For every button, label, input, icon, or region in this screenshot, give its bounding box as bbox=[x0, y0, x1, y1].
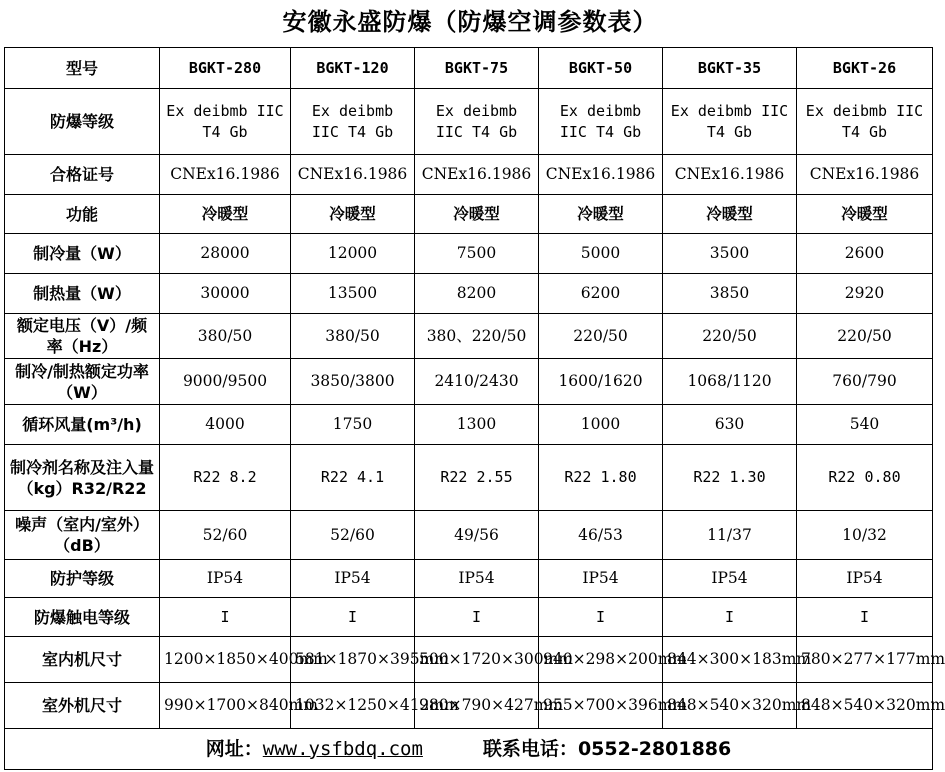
table-cell: R22 8.2 bbox=[160, 445, 291, 511]
table-row-indoor-size bbox=[5, 637, 933, 683]
table-row-airflow bbox=[5, 405, 933, 445]
row-label: 制冷剂名称及注入量（kg）R32/R22 bbox=[5, 445, 160, 511]
row-label: 防爆触电等级 bbox=[5, 598, 160, 637]
column-header-model: BGKT-50 bbox=[539, 48, 663, 89]
table-row-explosion-grade bbox=[5, 89, 933, 155]
table-cell: 500×1720×300mm bbox=[415, 637, 539, 683]
website-label: 网址： bbox=[205, 737, 263, 760]
spec-table bbox=[4, 47, 945, 770]
row-label: 制冷量（W） bbox=[5, 234, 160, 274]
table-cell: Ex deibmb IIC T4 Gb bbox=[663, 89, 797, 155]
table-cell: IP54 bbox=[797, 560, 933, 598]
table-cell: 2920 bbox=[797, 274, 933, 314]
header-row bbox=[5, 48, 933, 89]
table-cell: R22 1.80 bbox=[539, 445, 663, 511]
table-cell: Ex deibmb IIC T4 Gb bbox=[415, 89, 539, 155]
table-cell: 940×298×200mm bbox=[539, 637, 663, 683]
table-cell: CNEx16.1986 bbox=[663, 155, 797, 195]
table-cell: 380/50 bbox=[160, 314, 291, 359]
table-cell: 冷暖型 bbox=[797, 195, 933, 234]
table-cell: R22 4.1 bbox=[291, 445, 415, 511]
table-cell: Ex deibmb IIC T4 Gb bbox=[797, 89, 933, 155]
table-cell: 1032×1250×412mm bbox=[291, 683, 415, 729]
table-row-refrigerant bbox=[5, 445, 933, 511]
table-cell: 540 bbox=[797, 405, 933, 445]
table-row-cooling-capacity bbox=[5, 234, 933, 274]
table-cell: 9000/9500 bbox=[160, 359, 291, 405]
table-cell: 6200 bbox=[539, 274, 663, 314]
table-cell: 220/50 bbox=[797, 314, 933, 359]
table-cell: R22 2.55 bbox=[415, 445, 539, 511]
table-cell: Ex deibmb IIC T4 Gb bbox=[160, 89, 291, 155]
table-cell: 1750 bbox=[291, 405, 415, 445]
table-cell: CNEx16.1986 bbox=[797, 155, 933, 195]
table-cell: IP54 bbox=[663, 560, 797, 598]
row-label: 室外机尺寸 bbox=[5, 683, 160, 729]
table-cell: 990×1700×840mm bbox=[160, 683, 291, 729]
table-cell: I bbox=[663, 598, 797, 637]
table-row-rated-power bbox=[5, 359, 933, 405]
row-label: 防护等级 bbox=[5, 560, 160, 598]
table-cell: 581×1870×395mm bbox=[291, 637, 415, 683]
table-row-shock-grade bbox=[5, 598, 933, 637]
table-cell: 11/37 bbox=[663, 511, 797, 560]
table-cell: I bbox=[539, 598, 663, 637]
table-cell: IP54 bbox=[291, 560, 415, 598]
table-cell: 848×540×320mm bbox=[663, 683, 797, 729]
table-cell: 13500 bbox=[291, 274, 415, 314]
table-cell: 1300 bbox=[415, 405, 539, 445]
row-label: 防爆等级 bbox=[5, 89, 160, 155]
row-label: 制热量（W） bbox=[5, 274, 160, 314]
table-cell: 220/50 bbox=[663, 314, 797, 359]
row-label: 室内机尺寸 bbox=[5, 637, 160, 683]
phone-label: 联系电话： bbox=[482, 737, 578, 760]
table-cell: 10/32 bbox=[797, 511, 933, 560]
table-cell: 380、220/50 bbox=[415, 314, 539, 359]
row-label: 额定电压（V）/频率（Hz） bbox=[5, 314, 160, 359]
table-cell: 1600/1620 bbox=[539, 359, 663, 405]
table-row-voltage bbox=[5, 314, 933, 359]
table-cell: 1000 bbox=[539, 405, 663, 445]
row-label: 噪声（室内/室外）（dB） bbox=[5, 511, 160, 560]
table-cell: 844×300×183mm bbox=[663, 637, 797, 683]
table-cell: 848×540×320mm bbox=[797, 683, 933, 729]
table-cell: I bbox=[415, 598, 539, 637]
table-cell: 7500 bbox=[415, 234, 539, 274]
column-header-model: BGKT-280 bbox=[160, 48, 291, 89]
phone-number: 0552-2801886 bbox=[577, 737, 732, 760]
table-cell: CNEx16.1986 bbox=[415, 155, 539, 195]
table-cell: 760/790 bbox=[797, 359, 933, 405]
table-cell: 52/60 bbox=[160, 511, 291, 560]
table-cell: 955×700×396mm bbox=[539, 683, 663, 729]
table-cell: I bbox=[291, 598, 415, 637]
table-cell: 3850/3800 bbox=[291, 359, 415, 405]
table-cell: 12000 bbox=[291, 234, 415, 274]
table-cell: 冷暖型 bbox=[160, 195, 291, 234]
table-cell: CNEx16.1986 bbox=[539, 155, 663, 195]
table-cell: 2600 bbox=[797, 234, 933, 274]
table-cell: 冷暖型 bbox=[415, 195, 539, 234]
table-cell: 380/50 bbox=[291, 314, 415, 359]
table-cell: 2410/2430 bbox=[415, 359, 539, 405]
table-row-noise bbox=[5, 511, 933, 560]
page-title: 安徽永盛防爆（防爆空调参数表） bbox=[282, 7, 658, 36]
table-cell: IP54 bbox=[415, 560, 539, 598]
table-cell: 630 bbox=[663, 405, 797, 445]
row-label: 循环风量(m³/h) bbox=[5, 405, 160, 445]
table-cell: IP54 bbox=[539, 560, 663, 598]
table-cell: 5000 bbox=[539, 234, 663, 274]
table-cell: 49/56 bbox=[415, 511, 539, 560]
table-cell: Ex deibmb IIC T4 Gb bbox=[291, 89, 415, 155]
table-cell: 52/60 bbox=[291, 511, 415, 560]
table-cell: 4000 bbox=[160, 405, 291, 445]
table-cell: 3500 bbox=[663, 234, 797, 274]
table-row-certificate bbox=[5, 155, 933, 195]
table-cell: 冷暖型 bbox=[663, 195, 797, 234]
table-cell: 8200 bbox=[415, 274, 539, 314]
table-cell: Ex deibmb IIC T4 Gb bbox=[539, 89, 663, 155]
column-header-model: BGKT-120 bbox=[291, 48, 415, 89]
row-label: 合格证号 bbox=[5, 155, 160, 195]
table-row-heating-capacity bbox=[5, 274, 933, 314]
footer-row bbox=[5, 729, 933, 770]
table-cell: 冷暖型 bbox=[291, 195, 415, 234]
column-header-model: BGKT-35 bbox=[663, 48, 797, 89]
table-cell: CNEx16.1986 bbox=[291, 155, 415, 195]
row-label: 制冷/制热额定功率（W） bbox=[5, 359, 160, 405]
table-cell: 3850 bbox=[663, 274, 797, 314]
table-cell: 46/53 bbox=[539, 511, 663, 560]
column-header-model: BGKT-75 bbox=[415, 48, 539, 89]
table-row-outdoor-size bbox=[5, 683, 933, 729]
table-cell: I bbox=[797, 598, 933, 637]
table-cell: 冷暖型 bbox=[539, 195, 663, 234]
footer-cell bbox=[5, 729, 933, 770]
table-cell: 780×277×177mm bbox=[797, 637, 933, 683]
table-cell: R22 0.80 bbox=[797, 445, 933, 511]
table-cell: R22 1.30 bbox=[663, 445, 797, 511]
table-cell: 980×790×427mm bbox=[415, 683, 539, 729]
table-cell: 1200×1850×400mm bbox=[160, 637, 291, 683]
table-row-function bbox=[5, 195, 933, 234]
table-row-protection bbox=[5, 560, 933, 598]
table-cell: IP54 bbox=[160, 560, 291, 598]
table-cell: 30000 bbox=[160, 274, 291, 314]
table-cell: I bbox=[160, 598, 291, 637]
website-link[interactable]: www.ysfbdq.com bbox=[262, 737, 423, 760]
table-cell: CNEx16.1986 bbox=[160, 155, 291, 195]
table-cell: 1068/1120 bbox=[663, 359, 797, 405]
table-cell: 28000 bbox=[160, 234, 291, 274]
column-header-label: 型号 bbox=[5, 48, 160, 89]
row-label: 功能 bbox=[5, 195, 160, 234]
table-cell: 220/50 bbox=[539, 314, 663, 359]
column-header-model: BGKT-26 bbox=[797, 48, 933, 89]
